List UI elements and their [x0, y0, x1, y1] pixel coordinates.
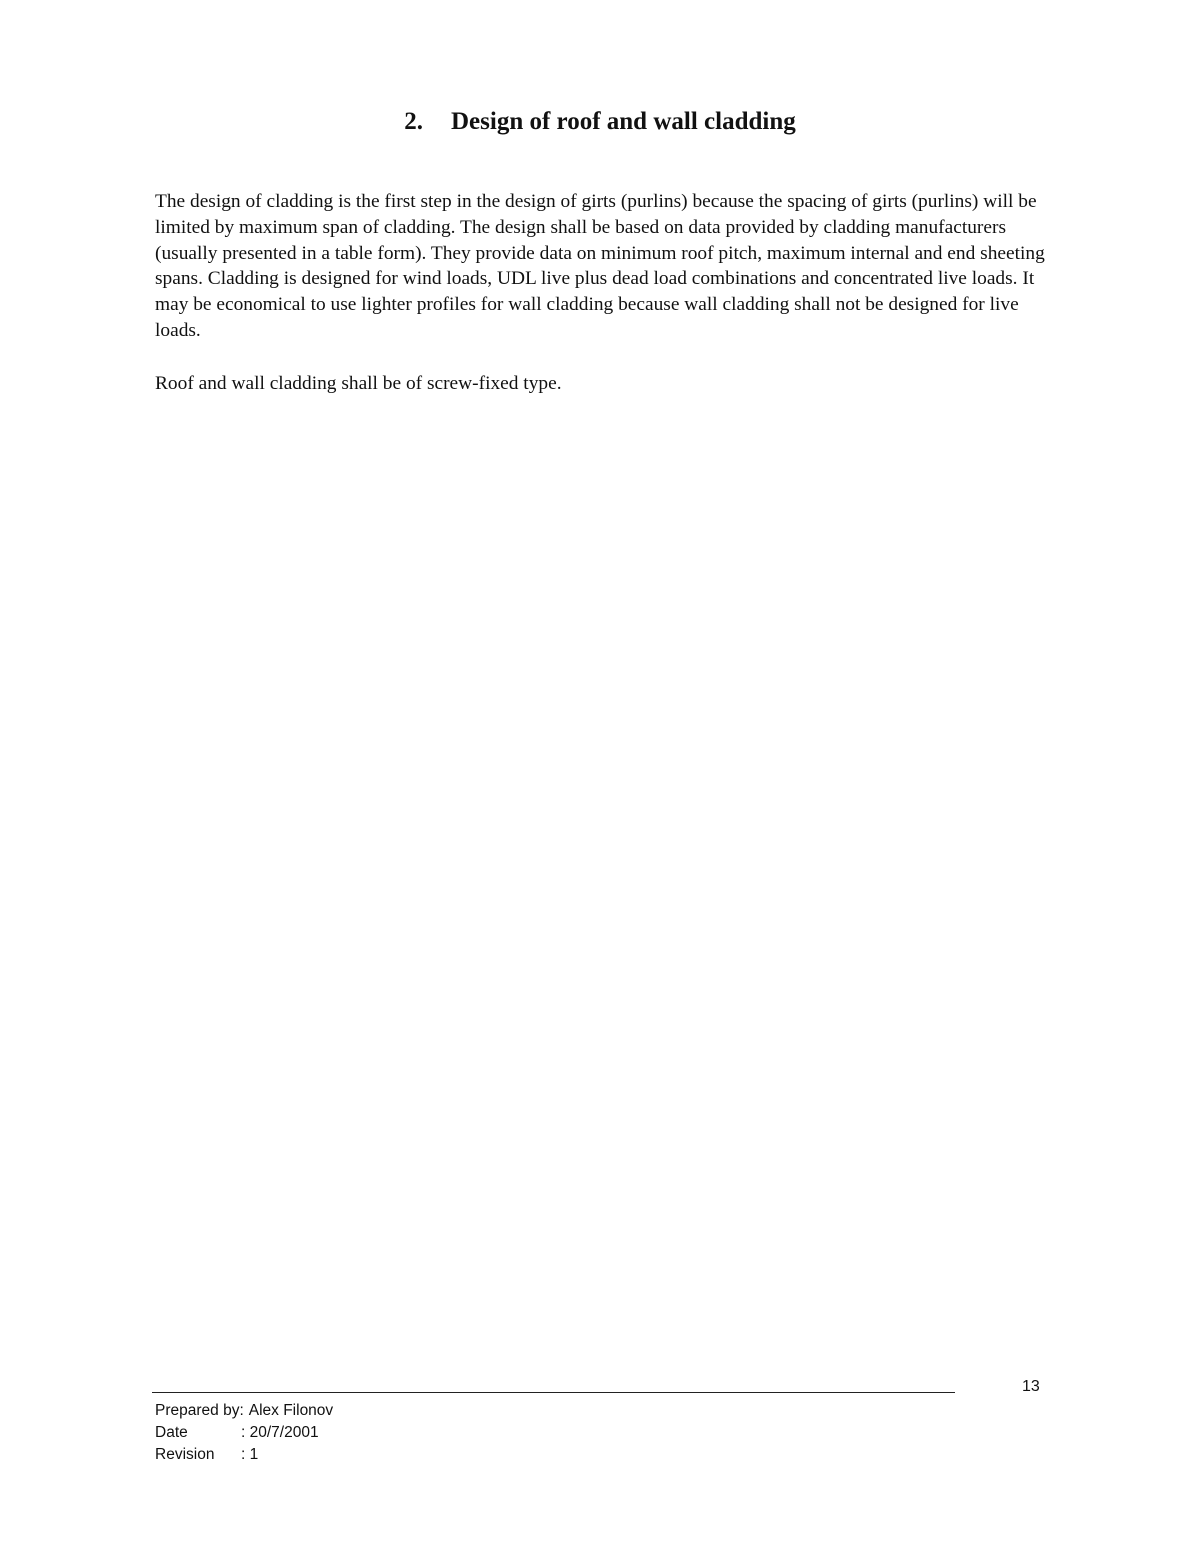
page-number: 13	[1022, 1378, 1040, 1395]
footer-date	[155, 1422, 333, 1444]
body-paragraph-cladding-design: The design of cladding is the first step in the design of girts (purlins) because the spacing of girts (purlins) will be limited by maximum span of cladding. The design shall be based on data provided by cladding manufacturers (usually presented in a table form). They provide data on minimum roof pitch, maximum internal and end sheeting spans. Cladding is designed for wind loads, UDL live plus dead load combinations and concentrated live loads. It may be economical to use lighter profiles for wall cladding because wall cladding shall not be designed for live loads.	[155, 191, 1045, 341]
revision-label: Revision	[155, 1446, 215, 1463]
body-paragraph-fixing-type: Roof and wall cladding shall be of screw-fixed type.	[155, 373, 562, 394]
prepared-by-label: Prepared by:	[155, 1402, 244, 1419]
prepared-by-value: Alex Filonov	[248, 1402, 334, 1419]
footer-divider	[152, 1392, 955, 1393]
section-title: Design of roof and wall cladding	[451, 108, 796, 135]
date-value: : 20/7/2001	[241, 1424, 319, 1441]
revision-value: : 1	[241, 1446, 259, 1463]
document-footer	[155, 1400, 333, 1466]
section-heading	[0, 106, 1200, 138]
footer-prepared-by	[155, 1400, 333, 1422]
footer-revision	[155, 1444, 333, 1466]
date-label: Date	[155, 1424, 188, 1441]
section-number: 2.	[404, 108, 423, 135]
